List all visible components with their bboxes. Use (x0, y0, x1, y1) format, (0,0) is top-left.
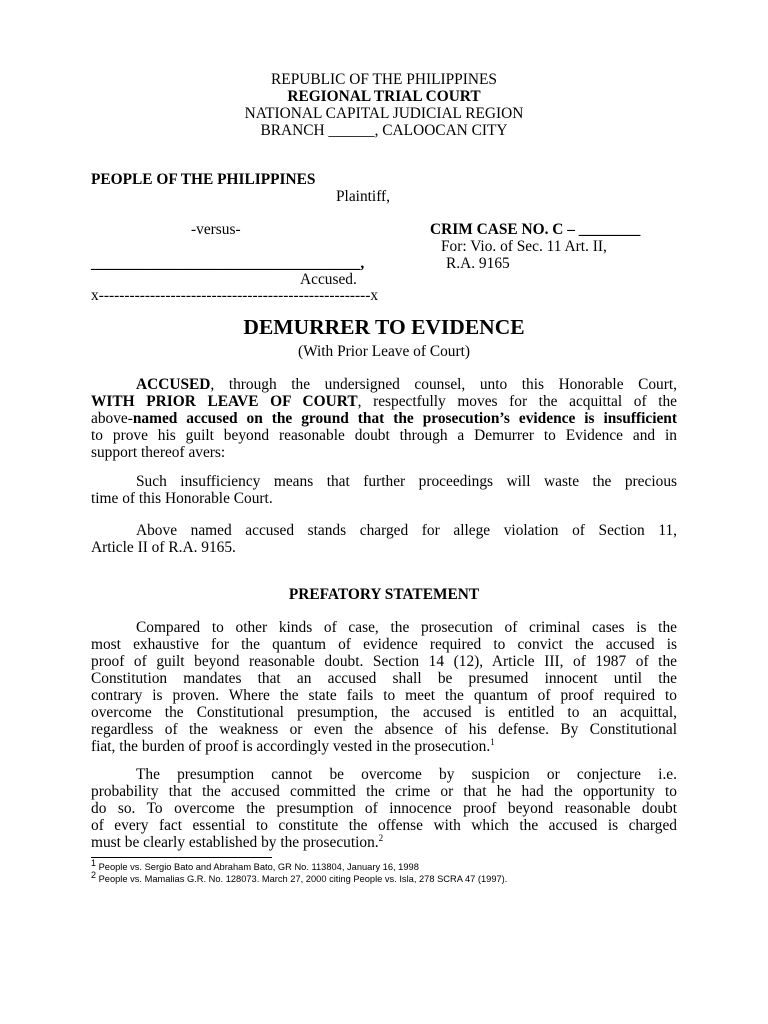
header-republic: REPUBLIC OF THE PHILIPPINES (271, 71, 497, 88)
insufficiency-paragraph: Such insufficiency means that further proceedings will waste the precious time of this Honorable Court. (91, 473, 677, 507)
header-region: NATIONAL CAPITAL JUDICIAL REGION (244, 105, 524, 122)
accused-blank: ___________________________________, (91, 255, 365, 272)
charge-paragraph: Above named accused stands charged for allege violation of Section 11, Article II of R.A. 9165. (91, 522, 677, 556)
charge-line-2: R.A. 9165 (446, 255, 510, 272)
section-heading: PREFATORY STATEMENT (288, 586, 480, 603)
plaintiff-role: Plaintiff, (336, 188, 391, 205)
accused-role: Accused. (300, 271, 357, 288)
charge-line-1: For: Vio. of Sec. 11 Art. II, (441, 238, 607, 255)
prefatory-paragraph-1: Compared to other kinds of case, the prosecution of criminal cases is the most exhaustive for the quantum of evidence required to convict the accused is proof of guilt beyond reasonable doubt. Section 14 (12), Article III, of 1987 of the Constitution mandates that an accused shall be presumed innocent until the contrary is proven. Where the state fails to meet the quantum of proof required to overcome the Constitutional presumption, the accused is entitled to an acquittal, regardless of the weakness or even the absence of his defense. By Constitutional fiat, the burden of proof is accordingly vested in the prosecution.$^1$ (91, 619, 677, 755)
case-number: CRIM CASE NO. C – ________ (430, 221, 641, 238)
header-court: REGIONAL TRIAL COURT (287, 88, 481, 105)
footnote-ref-2: 2 (378, 832, 384, 843)
intro-paragraph: ACCUSED, through the undersigned counsel, unto this Honorable Court, WITH PRIOR LEAVE OF COURT, respectfully moves for the acquittal of the above-named accused on the ground that the prosecution’s evidence is insufficient to prove his guilt beyond reasonable doubt through a Demurrer to Evidence and in support thereof avers: (91, 376, 677, 461)
intro-ground: named accused on the ground that the prosecution’s evidence is insufficient (132, 410, 677, 427)
footnote-2: $^2$ People vs. Mamalias G.R. No. 128073. March 27, 2000 citing People vs. Isla, 278 SCRA 47 (1997). (91, 869, 508, 884)
footnote-1: $^1$ People vs. Sergio Bato and Abraham Bato, GR No. 113804, January 16, 1998 (91, 857, 419, 872)
plaintiff-name: PEOPLE OF THE PHILIPPINES (91, 171, 316, 188)
footnote-ref-1: 1 (490, 736, 495, 747)
versus-label: -versus- (191, 221, 241, 238)
footnote-rule (91, 857, 272, 858)
header-branch: BRANCH ______, CALOOCAN CITY (260, 122, 508, 139)
intro-accused: ACCUSED (136, 376, 211, 393)
prefatory-paragraph-2: The presumption cannot be overcome by suspicion or conjecture i.e. probability that the accused committed the crime or that he had the opportunity to do so. To overcome the presumption of innocence proof beyond reasonable doubt of every fact essential to constitute the offense with which the accused is charged must be clearly established by the prosecution.$^2$ (91, 766, 677, 851)
caption-separator: x-----------------------------------------------------x (91, 287, 379, 304)
document-title: DEMURRER TO EVIDENCE (243, 315, 525, 339)
document-subtitle: (With Prior Leave of Court) (297, 343, 471, 360)
intro-leave: WITH PRIOR LEAVE OF COURT (91, 393, 358, 410)
